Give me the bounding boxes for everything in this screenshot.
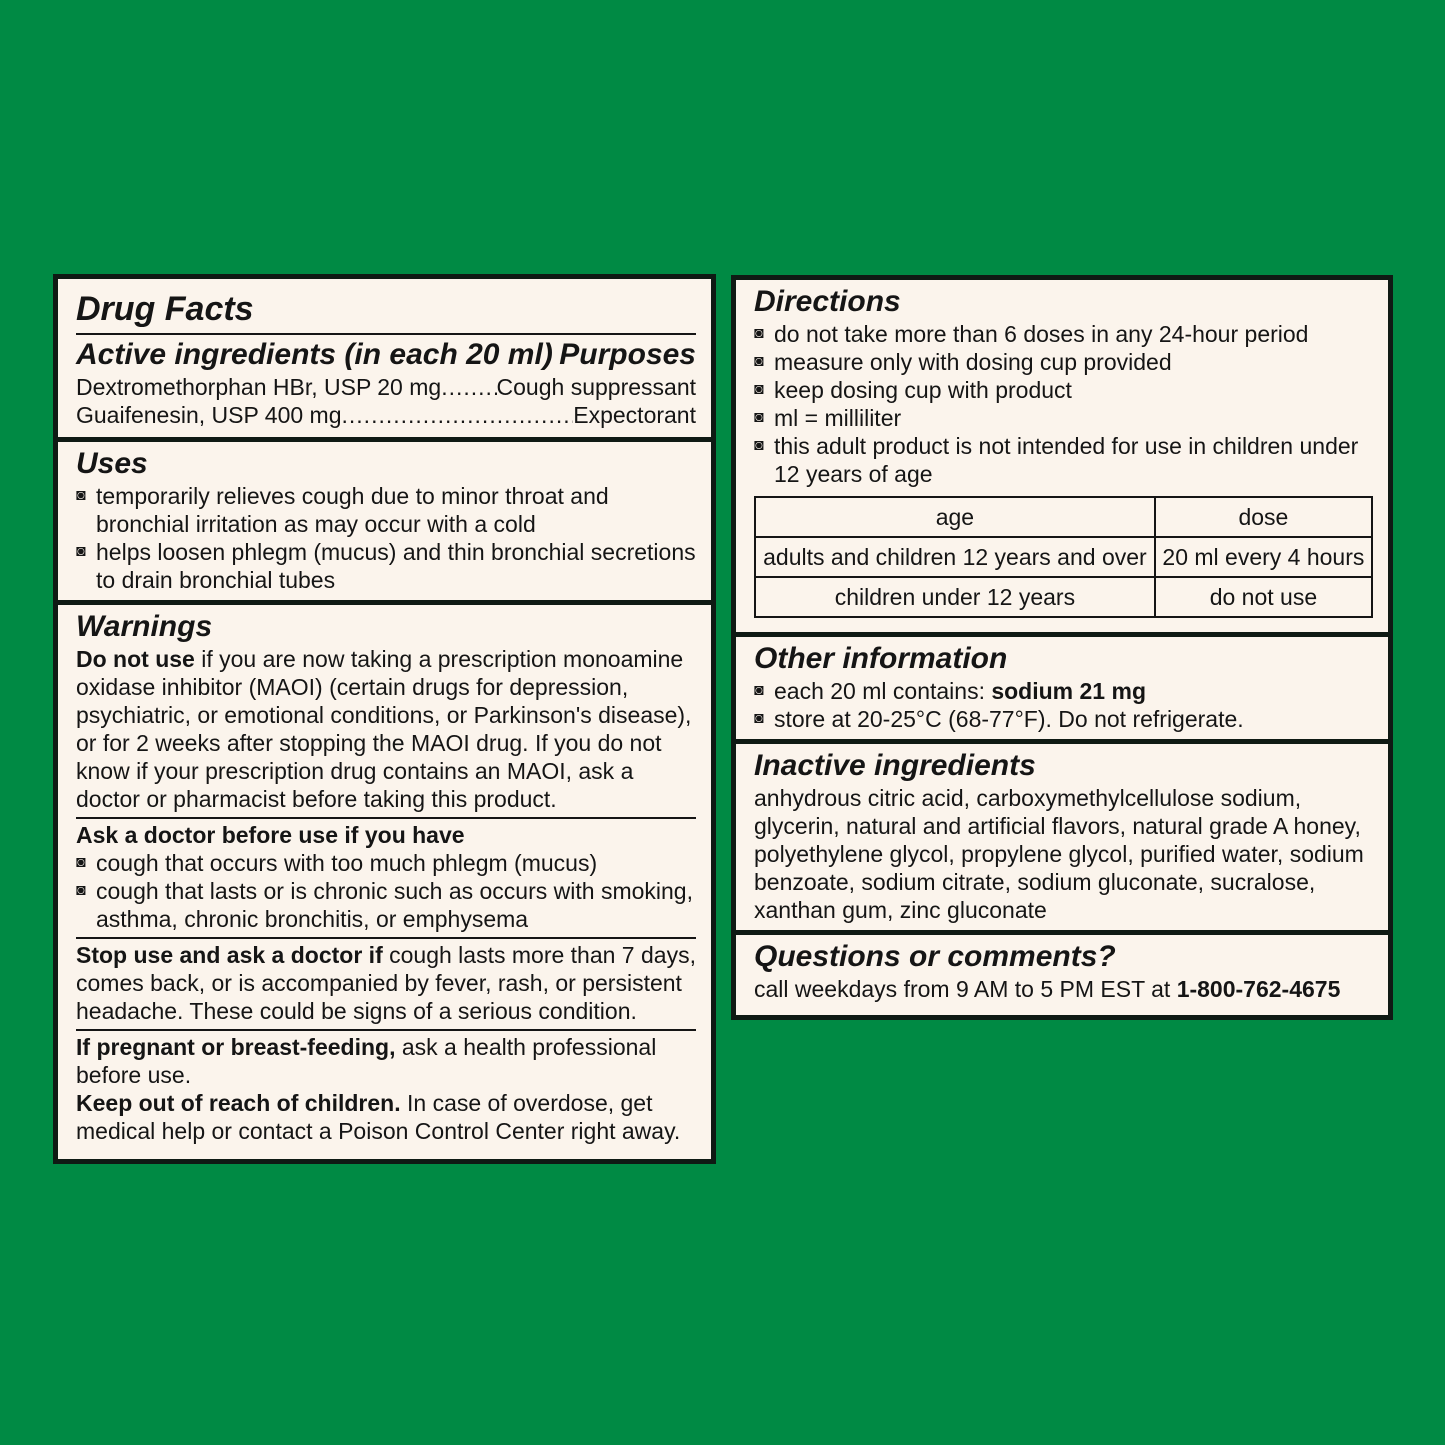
list-item-text: this adult product is not intended for use in children under 12 years of age bbox=[774, 433, 1359, 487]
bullet-icon: ◙ bbox=[754, 325, 764, 342]
other-information-heading: Other information bbox=[754, 642, 1008, 675]
table-cell: do not use bbox=[1155, 577, 1372, 617]
warnings-divider bbox=[76, 1029, 696, 1031]
bullet-icon: ◙ bbox=[754, 381, 764, 398]
bullet-icon: ◙ bbox=[76, 882, 86, 899]
active-ingredients-header bbox=[76, 337, 696, 373]
list-item-text: each 20 ml contains: bbox=[774, 678, 992, 704]
other-information-box bbox=[736, 637, 1388, 739]
list-item bbox=[76, 877, 696, 933]
do-not-use-paragraph bbox=[76, 645, 696, 813]
table-row bbox=[755, 577, 1372, 617]
list-item bbox=[754, 677, 1373, 705]
table-cell: 20 ml every 4 hours bbox=[1155, 537, 1372, 577]
list-item bbox=[76, 538, 696, 594]
questions-heading: Questions or comments? bbox=[754, 940, 1116, 973]
active-ingredients-heading: Active ingredients (in each 20 ml) bbox=[76, 338, 553, 371]
bullet-icon: ◙ bbox=[76, 854, 86, 871]
bullet-icon: ◙ bbox=[76, 487, 86, 504]
drug-facts-right-panel bbox=[731, 275, 1393, 1020]
warnings-divider bbox=[76, 937, 696, 939]
questions-text-line bbox=[754, 975, 1373, 1003]
warnings-box bbox=[58, 605, 711, 1159]
title-divider bbox=[76, 333, 696, 335]
list-item-text: keep dosing cup with product bbox=[774, 377, 1072, 403]
sodium-content: sodium 21 mg bbox=[991, 678, 1146, 704]
bullet-icon: ◙ bbox=[754, 710, 764, 727]
table-header-cell: age bbox=[755, 497, 1155, 537]
pregnant-paragraph bbox=[76, 1033, 696, 1089]
leader-dots bbox=[441, 373, 496, 401]
drug-facts-box bbox=[58, 279, 711, 437]
pregnant-text: ask a health professional before use. bbox=[76, 1034, 657, 1088]
list-item bbox=[754, 705, 1373, 733]
directions-heading: Directions bbox=[754, 285, 901, 318]
list-item bbox=[754, 348, 1373, 376]
list-item-text: helps loosen phlegm (mucus) and thin bronchial secretions to drain bronchial tubes bbox=[96, 539, 696, 593]
uses-box bbox=[58, 442, 711, 600]
warnings-heading: Warnings bbox=[76, 610, 213, 643]
stop-use-paragraph bbox=[76, 941, 696, 1025]
questions-text: call weekdays from 9 AM to 5 PM EST at bbox=[754, 976, 1177, 1002]
table-row bbox=[755, 537, 1372, 577]
list-item-text: measure only with dosing cup provided bbox=[774, 349, 1172, 375]
warnings-divider bbox=[76, 817, 696, 819]
do-not-use-text: if you are now taking a prescription monoamine oxidase inhibitor (MAOI) (certain drugs for depression, psychiatric, or emotional conditions, or Parkinson's disease), or for 2 weeks after stopping the MAOI drug. If you do not know if your prescription drug contains an MAOI, ask a doctor or pharmacist before taking this product. bbox=[76, 646, 692, 812]
other-information-list bbox=[754, 677, 1373, 733]
leader-dots bbox=[342, 401, 574, 429]
list-item bbox=[76, 849, 696, 877]
ask-doctor-list bbox=[76, 849, 696, 933]
list-item bbox=[754, 404, 1373, 432]
purposes-heading: Purposes bbox=[559, 338, 696, 371]
uses-list bbox=[76, 482, 696, 594]
ingredient-name: Guaifenesin, USP 400 mg bbox=[76, 402, 342, 428]
do-not-use-label: Do not use bbox=[76, 646, 195, 672]
bullet-icon: ◙ bbox=[754, 353, 764, 370]
bullet-icon: ◙ bbox=[754, 682, 764, 699]
drug-facts-left-panel bbox=[53, 274, 716, 1164]
table-header-cell: dose bbox=[1155, 497, 1372, 537]
table-cell: children under 12 years bbox=[755, 577, 1155, 617]
directions-box bbox=[736, 280, 1388, 632]
keep-out-label: Keep out of reach of children. bbox=[76, 1090, 401, 1116]
inactive-ingredients-box bbox=[736, 744, 1388, 930]
drug-facts-title: Drug Facts bbox=[76, 290, 254, 328]
bullet-icon: ◙ bbox=[754, 437, 764, 454]
questions-box bbox=[736, 935, 1388, 1015]
ingredient-purpose: Expectorant bbox=[573, 402, 696, 428]
uses-heading: Uses bbox=[76, 447, 148, 480]
ingredient-purpose: Cough suppressant bbox=[496, 374, 696, 400]
ingredient-row bbox=[76, 373, 696, 401]
inactive-ingredients-heading: Inactive ingredients bbox=[754, 749, 1036, 782]
stop-use-label: Stop use and ask a doctor if bbox=[76, 942, 383, 968]
table-cell: adults and children 12 years and over bbox=[755, 537, 1155, 577]
list-item-text: do not take more than 6 doses in any 24-hour period bbox=[774, 321, 1309, 347]
keep-out-text: In case of overdose, get medical help or contact a Poison Control Center right away. bbox=[76, 1090, 681, 1144]
dosage-table bbox=[754, 496, 1373, 618]
ask-doctor-heading: Ask a doctor before use if you have bbox=[76, 822, 465, 848]
right-panel-inner bbox=[736, 280, 1388, 1015]
directions-list bbox=[754, 320, 1373, 488]
ingredient-name: Dextromethorphan HBr, USP 20 mg bbox=[76, 374, 442, 400]
list-item bbox=[754, 320, 1373, 348]
list-item-text: cough that occurs with too much phlegm (mucus) bbox=[96, 850, 598, 876]
ingredient-row bbox=[76, 401, 696, 429]
list-item-text: store at 20-25°C (68-77°F). Do not refrigerate. bbox=[774, 706, 1244, 732]
left-panel-inner bbox=[58, 279, 711, 1159]
list-item-text: ml = milliliter bbox=[774, 405, 902, 431]
bullet-icon: ◙ bbox=[76, 543, 86, 560]
inactive-ingredients-text: anhydrous citric acid, carboxymethylcellulose sodium, glycerin, natural and artificial flavors, natural grade A honey, polyethylene glycol, propylene glycol, purified water, sodium benzoate, sodium citrate, sodium gluconate, sucralose, xanthan gum, zinc gluconate bbox=[754, 785, 1364, 923]
phone-number: 1-800-762-4675 bbox=[1176, 976, 1341, 1002]
list-item-text: cough that lasts or is chronic such as occurs with smoking, asthma, chronic bronchitis, or emphysema bbox=[96, 878, 693, 932]
keep-out-paragraph bbox=[76, 1089, 696, 1145]
pregnant-label: If pregnant or breast-feeding, bbox=[76, 1034, 396, 1060]
list-item bbox=[754, 432, 1373, 488]
bullet-icon: ◙ bbox=[754, 409, 764, 426]
list-item bbox=[754, 376, 1373, 404]
list-item-text: temporarily relieves cough due to minor throat and bronchial irritation as may occur with a cold bbox=[96, 483, 609, 537]
table-header-row bbox=[755, 497, 1372, 537]
list-item bbox=[76, 482, 696, 538]
stop-use-text: cough lasts more than 7 days, comes back, or is accompanied by fever, rash, or persistent headache. These could be signs of a serious condition. bbox=[76, 942, 696, 1024]
